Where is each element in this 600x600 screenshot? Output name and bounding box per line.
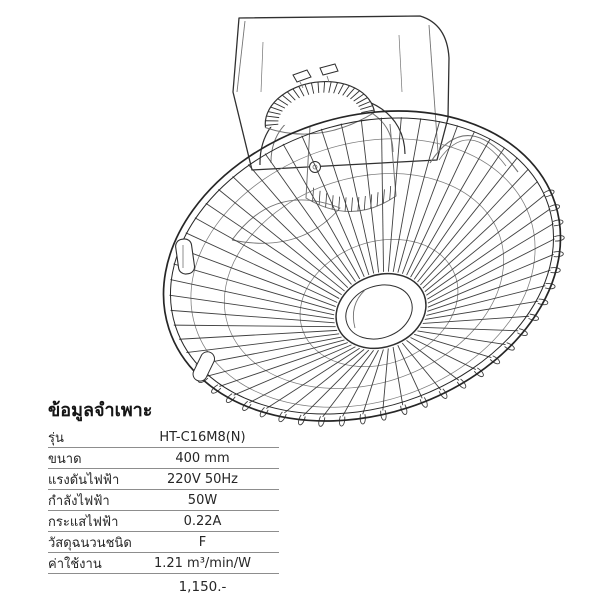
spec-value-insulation: F xyxy=(198,534,207,550)
spec-label-voltage: แรงดันไฟฟ้า xyxy=(48,472,120,488)
spec-value-voltage: 220V 50Hz xyxy=(167,471,238,487)
spec-label-model: รุ่น xyxy=(48,430,64,446)
spec-row-insulation xyxy=(48,532,279,553)
spec-value-model: HT-C16M8(N) xyxy=(159,429,246,445)
spec-label-current: กระแสไฟฟ้า xyxy=(48,514,119,530)
spec-row-current xyxy=(48,511,279,532)
spec-value-current: 0.22A xyxy=(183,513,222,529)
spec-row-voltage xyxy=(48,469,279,490)
spec-row-size xyxy=(48,448,279,469)
price-text: 1,150.- xyxy=(178,579,227,595)
spec-title: ข้อมูลจำเพาะ xyxy=(48,400,153,421)
spec-value-power: 50W xyxy=(187,492,218,508)
spec-label-insulation: วัสดุฉนวนชนิด xyxy=(48,535,132,551)
spec-label-power: กำลังไฟฟ้า xyxy=(48,493,110,509)
spec-label-size: ขนาด xyxy=(48,451,82,467)
spec-value-service-value: 1.21 m³/min/W xyxy=(153,555,252,571)
spec-row-power xyxy=(48,490,279,511)
spec-table xyxy=(48,399,279,598)
spec-value-size: 400 mm xyxy=(175,450,230,466)
spec-label-service-value: ค่าใช้งาน xyxy=(48,556,102,572)
price-row xyxy=(48,574,279,598)
spec-row-model xyxy=(48,427,279,448)
spec-row-service-value xyxy=(48,553,279,574)
